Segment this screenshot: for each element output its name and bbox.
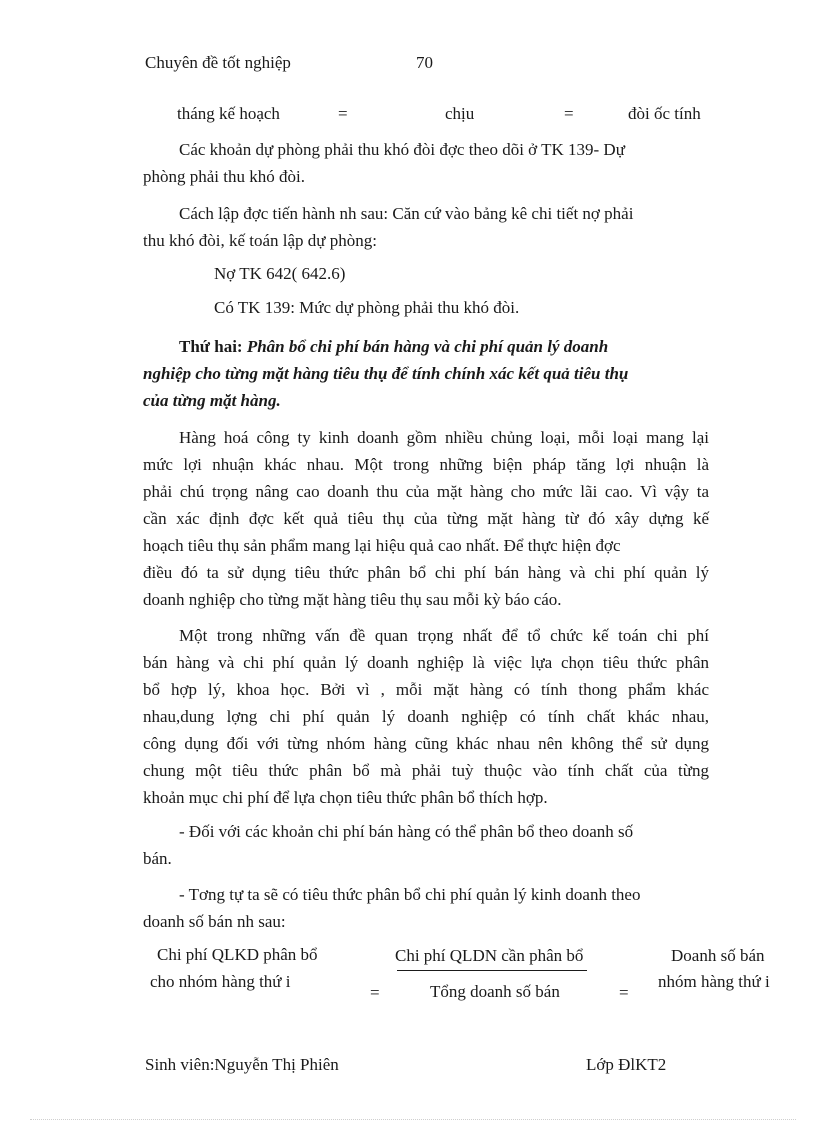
page-bottom-divider [30,1119,796,1120]
paragraph-line: khoản mục chi phí để lựa chọn tiêu thức phân bổ thích hợp. [143,788,548,807]
formula-equals-2: = [619,983,629,1002]
paragraph-line: mức lợi nhuận khác nhau. Một trong những biện pháp tăng lợi nhuận là [143,455,709,474]
section-heading-second [143,333,709,414]
formula-lhs-line1: Chi phí QLKD phân bổ [157,945,318,964]
paragraph-line: - Tơng tự ta sẽ có tiêu thức phân bổ chi phí quản lý kinh doanh theo [179,885,641,904]
journal-entry-debit: Nợ TK 642( 642.6) [214,264,346,283]
paragraph-line: Các khoản dự phòng phải thu khó đòi đợc theo dõi ở TK 139- Dự [179,140,625,159]
paragraph-line: Cách lập đợc tiến hành nh sau: Căn cứ vào bảng kê chi tiết nợ phải [179,204,634,223]
paragraph-line: doanh số bán nh sau: [143,912,286,931]
paragraph-line: bán. [143,849,172,868]
paragraph-line: phải chú trọng nâng cao doanh thu của mặt hàng cho mức lãi cao. Vì vậy ta [143,482,709,501]
heading-line [143,333,709,360]
formula-denominator: Tổng doanh số bán [430,982,560,1001]
fraction-bar [397,970,587,971]
paragraph-line: công dụng đối với từng nhóm hàng cũng khác nhau nên không thể sử dụng [143,734,709,753]
paragraph-provision-method [143,200,709,254]
paragraph-line: hoạch tiêu thụ sản phẩm mang lại hiệu quả cao nhất. Để thực hiện đợc [143,536,621,555]
paragraph-line: Một trong những vấn đề quan trọng nhất để tổ chức kế toán chi phí [179,626,709,645]
footer-class: Lớp ĐlKT2 [586,1055,667,1074]
formula-equals-1: = [370,983,380,1002]
paragraph-line: thu khó đòi, kế toán lập dự phòng: [143,231,377,250]
formula-top-eq2: = [564,104,574,123]
paragraph-line: - Đối với các khoản chi phí bán hàng có thể phân bổ theo doanh số [179,822,634,841]
heading-lead: Thứ hai: [179,337,247,356]
heading-text: Phân bổ chi phí bán hàng và chi phí quản lý doanh [246,337,609,356]
paragraph-line: bán hàng và chi phí quản lý doanh nghiệp là việc lựa chọn tiêu thức phân [143,653,709,672]
paragraph-allocation-criteria [143,622,709,811]
formula-top-col3: đòi ốc tính [628,104,701,123]
paragraph-line: bổ hợp lý, khoa học. Bởi vì , mỗi mặt hàng có tính thong phẩm khác [143,680,709,699]
formula-top-col1: tháng kế hoạch [177,104,280,123]
formula-rhs-line1: Doanh số bán [671,946,765,965]
formula-top-col2: chịu [445,104,475,123]
document-header-title: Chuyên đề tốt nghiệp [145,53,291,72]
formula-top-eq1: = [338,104,348,123]
heading-line: của từng mặt hàng. [143,391,281,410]
paragraph-line: cần xác định đợc kết quả tiêu thụ của từng mặt hàng từ đó xây dựng kế [143,509,709,528]
formula-numerator: Chi phí QLDN cần phân bổ [395,946,584,965]
paragraph-selling-cost [143,818,709,872]
paragraph-line: chung một tiêu thức phân bổ mà phải tuỳ thuộc vào tính chất của từng [143,761,709,780]
paragraph-line: điều đó ta sử dụng tiêu thức phân bổ chi phí bán hàng và chi phí quản lý [143,563,709,582]
paragraph-admin-cost [143,881,709,935]
paragraph-line: nhau,dung lợng chi phí quản lý doanh nghiệp có tính chất khác nhau, [143,707,709,726]
heading-line: nghiệp cho từng mặt hàng tiêu thụ để tính chính xác kết quả tiêu thụ [143,364,629,383]
paragraph-goods-profit [143,424,709,613]
journal-entry-credit: Có TK 139: Mức dự phòng phải thu khó đòi. [214,298,520,317]
paragraph-line: Hàng hoá công ty kinh doanh gồm nhiều chủng loại, mỗi loại mang lại [179,428,709,447]
paragraph-provision-tracking [143,136,709,190]
paragraph-line: phòng phải thu khó đòi. [143,167,305,186]
footer-student-name: Sinh viên:Nguyễn Thị Phiên [145,1055,339,1074]
formula-rhs-line2: nhóm hàng thứ i [658,972,770,991]
formula-lhs-line2: cho nhóm hàng thứ i [150,972,291,991]
paragraph-line: doanh nghiệp cho từng mặt hàng tiêu thụ sau mỗi kỳ báo cáo. [143,590,562,609]
page-number: 70 [416,53,433,72]
